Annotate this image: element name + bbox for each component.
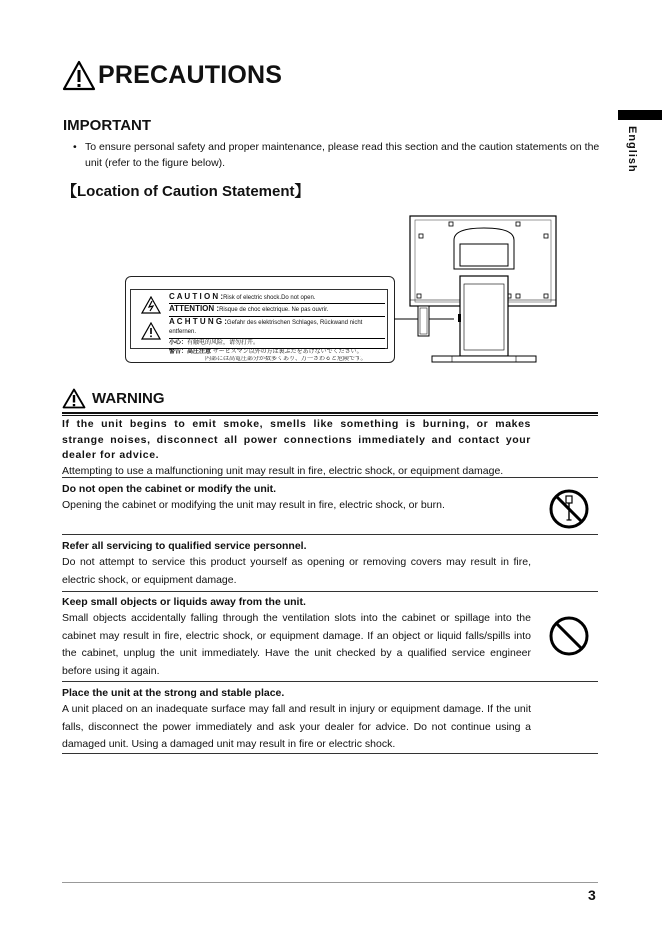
monitor-stand-base — [432, 356, 536, 362]
footer-rule — [62, 882, 598, 883]
warning-section-body: Do not attempt to service this product yourself as opening or removing covers may result in fire, electric shock, or equipment damage. — [62, 556, 531, 586]
caution-label-figure — [125, 276, 395, 363]
warning-triangle-icon — [62, 60, 96, 91]
warning-rule — [62, 412, 598, 414]
monitor-rear-view — [392, 214, 562, 374]
no-disassembly-icon — [548, 488, 590, 530]
list-item: To ensure personal safety and proper maintenance, please read this section and the caution statements on the unit (refer to the figure below). — [85, 141, 600, 169]
important-heading: IMPORTANT — [63, 117, 152, 134]
warning-section-heading: Keep small objects or liquids away from the unit. — [62, 596, 306, 608]
warning-section-heading: Place the unit at the strong and stable place. — [62, 687, 285, 699]
warning-triangle-icon — [62, 388, 86, 409]
warning-heading-text: WARNING — [92, 390, 165, 407]
page-title — [62, 60, 282, 91]
warning-section-body: A unit placed on an inadequate surface may fall and result in injury or equipment damage. If the unit falls, disconnect the power immediately and ask your dealer for advice. Do not continue using a damaged unit. Using a damaged unit may result in fire or electric shock. — [62, 703, 531, 750]
warning-section-body: Opening the cabinet or modifying the unit may result in fire, electric shock, or burn. — [62, 499, 445, 511]
page-number: 3 — [588, 887, 596, 903]
important-bullet-list — [73, 139, 603, 171]
monitor-stand — [460, 276, 508, 356]
warning-section-body: Attempting to use a malfunctioning unit may result in fire, electric shock, or equipment damage. — [62, 464, 504, 477]
warning-section-heading: Refer all servicing to qualified service personnel. — [62, 540, 307, 552]
caution-label-plate — [130, 289, 388, 363]
electric-shock-icon — [141, 296, 161, 314]
warning-section-heading: If the unit begins to emit smoke, smells like something is burning, or makes strange noises, disconnect all power connections immediately and contact your dealer for advice. — [62, 418, 531, 461]
language-tab-marker — [618, 110, 662, 120]
warning-rule-thin — [62, 415, 598, 416]
warning-section — [62, 539, 598, 592]
warning-heading — [62, 388, 165, 409]
language-tab-label: English — [626, 126, 638, 173]
location-heading: 【Location of Caution Statement】 — [62, 183, 310, 200]
caution-label-text: C A U T I O N :Risk of electric shock.Do not open. ATTENTION :Risque de choc electrique. Ne pas ouvrir. A C H T U N G :Gefahr des elektrischen Schlages, Rückwand nicht entfernen. 小心：有触电的风险，请勿打开。 警告：高圧注意 サービスマン以外の方は裏ぶたをあけないでください。 内部には高電圧部分が数多くあり、万一さわると危険です。 — [169, 292, 385, 363]
prohibited-icon — [548, 615, 590, 657]
bullet-marker: • — [73, 141, 77, 153]
warning-section — [62, 595, 598, 682]
warning-section — [62, 686, 598, 754]
warning-section — [62, 482, 598, 535]
warning-section-heading: Do not open the cabinet or modify the unit. — [62, 483, 277, 495]
caution-triangle-icon — [141, 322, 161, 340]
warning-section-body: Small objects accidentally falling through the ventilation slots into the cabinet or spillage into the cabinet may result in fire, electric shock, or equipment damage. If an object or liquid falls/spills into the cabinet, unplug the unit immediately. Have the unit checked by a qualified service engineer before using it again. — [62, 612, 531, 677]
title-text: PRECAUTIONS — [98, 61, 283, 89]
caution-label-location — [418, 306, 429, 336]
warning-section — [62, 417, 598, 478]
